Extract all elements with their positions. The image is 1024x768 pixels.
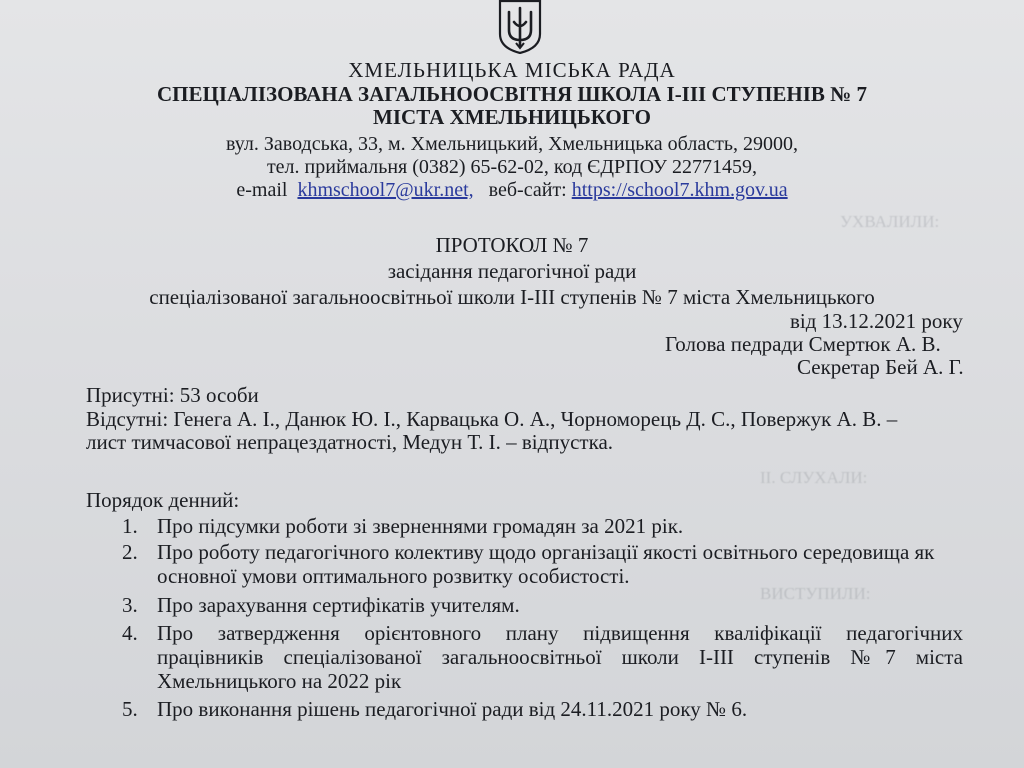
agenda-item-text: працівників спеціалізованої загальноосвітньої школи І-ІІІ ступенів №7 міста <box>157 645 963 669</box>
agenda-item-number: 4. <box>122 621 138 645</box>
agenda-item-text: Про роботу педагогічного колективу щодо організації якості освітнього середовища як <box>157 540 935 564</box>
agenda-item-number: 5. <box>122 697 138 721</box>
email-label: e-mail <box>236 179 288 201</box>
agenda-item-number: 3. <box>122 593 138 617</box>
agenda-item-number: 1. <box>122 514 138 538</box>
meeting-type: засідання педагогічної ради <box>387 259 637 283</box>
email-link[interactable]: khmschool7@ukr.net, <box>297 179 474 201</box>
agenda-item-number: 2. <box>122 540 138 564</box>
agenda-item-text: Про підсумки роботи зі зверненнями громадян за 2021 рік. <box>157 514 684 538</box>
website-label: веб-сайт: <box>488 179 567 201</box>
agenda-item-text: Про зарахування сертифікатів учителям. <box>157 593 520 617</box>
agenda-item-text: Про затвердження орієнтовного плану підвищення кваліфікації педагогічних <box>157 621 963 645</box>
website-link[interactable]: https://school7.khm.gov.ua <box>571 179 788 201</box>
school-reference: спеціалізованої загальноосвітньої школи І-ІІІ ступенів № 7 міста Хмельницького <box>149 285 875 309</box>
attendance-absent-continued: лист тимчасової непрацездатності, Медун Т. І. – відпустка. <box>86 430 614 454</box>
city-council-name: ХМЕЛЬНИЦЬКА МІСЬКА РАДА <box>348 58 676 82</box>
protocol-date: від 13.12.2021 року <box>790 309 963 333</box>
school-name-line1: СПЕЦІАЛІЗОВАНА ЗАГАЛЬНООСВІТНЯ ШКОЛА І-ІІІ СТУПЕНІВ № 7 <box>157 82 867 106</box>
bleed-through-text: ВИСТУПИЛИ: <box>760 584 871 603</box>
protocol-title: ПРОТОКОЛ № 7 <box>435 233 589 257</box>
secretary: Секретар Бей А. Г. <box>797 355 964 379</box>
school-address: вул. Заводська, 33, м. Хмельницький, Хмельницька область, 29000, <box>226 133 798 155</box>
attendance-absent: Відсутні: Генега А. І., Данюк Ю. І., Карвацька О. А., Чорноморець Д. С., Повержук А. В. – <box>86 407 898 431</box>
agenda-item-text: Хмельницького на 2022 рік <box>157 669 402 693</box>
contact-line <box>0 179 1024 202</box>
school-name-line2: МІСТА ХМЕЛЬНИЦЬКОГО <box>373 105 651 129</box>
agenda-heading: Порядок денний: <box>86 488 240 512</box>
school-phone: тел. приймальня (0382) 65-62-02, код ЄДРПОУ 22771459, <box>266 156 758 178</box>
bleed-through-text: УХВАЛИЛИ: <box>840 212 940 231</box>
agenda-item-text: основної умови оптимального розвитку особистості. <box>157 564 630 588</box>
chairperson: Голова педради Смертюк А. В. <box>665 332 941 356</box>
agenda-item-text: Про виконання рішень педагогічної ради від 24.11.2021 року № 6. <box>157 697 748 721</box>
coat-of-arms-trident-icon <box>497 0 543 54</box>
attendance-present: Присутні: 53 особи <box>86 383 259 407</box>
bleed-through-text: II. СЛУХАЛИ: <box>760 468 868 487</box>
